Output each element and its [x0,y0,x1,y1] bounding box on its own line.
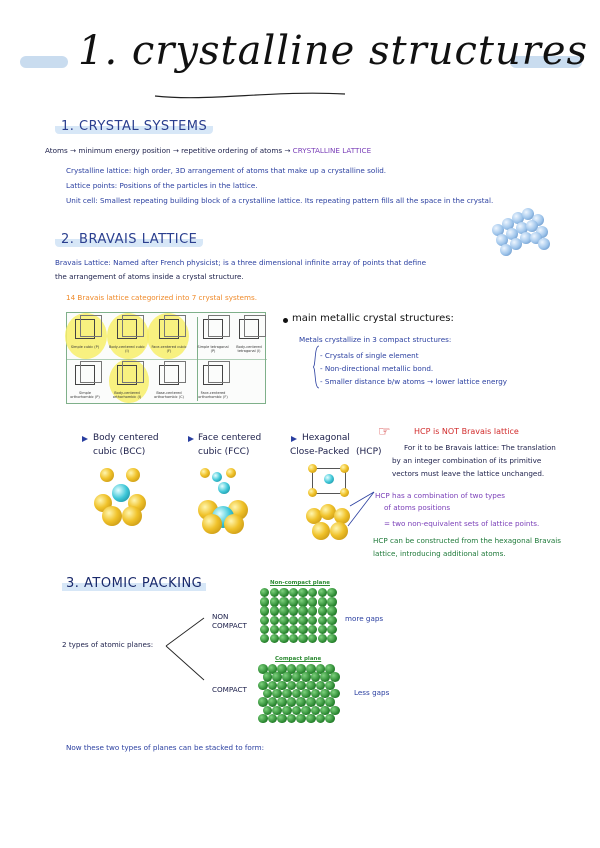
lattice-simple-tetragonal [195,313,231,359]
plane-atom [279,616,288,625]
plane-atom [270,597,279,606]
title-decoration-left [20,56,68,68]
metallic-bullet-2: - Non-directional metallic bond. [320,364,434,373]
bcc-arrow-icon [82,436,88,442]
plane-atom [296,714,306,724]
plane-atom [279,588,288,597]
bcc-structure-illustration [94,466,150,528]
plane-atom [289,625,298,634]
plane-atom [287,714,297,724]
lattice-label: Body-centered tetragonal (I) [236,345,262,353]
section-heading-bravais-lattice: 2. BRAVAIS LATTICE [55,232,203,247]
hcp-label-abbr: (HCP) [356,447,382,457]
warning-icon: ☞ [378,424,391,440]
hcp-pointer-arrows [344,488,376,532]
plane-atom [289,597,298,606]
more-gaps-note: more gaps [345,614,384,623]
plane-atom [268,714,278,724]
plane-atom [260,634,269,643]
plane-atom [318,634,327,643]
bravais-categorized-note: 14 Bravais lattice categorized into 7 crystal systems. [66,293,257,302]
plane-atom [298,634,307,643]
lattice-body-centered-orthorhombic [109,359,145,405]
lattice-label: Face-centered cubic (F) [151,345,187,353]
plane-atom [298,625,307,634]
planes-branch-lines [164,614,210,684]
non-compact-plane-illustration [260,588,338,644]
plane-atom [279,606,288,615]
metallic-bullet-3: - Smaller distance b/w atoms → lower lattice energy [320,377,508,386]
hcp-combo-1: HCP has a combination of two types [375,491,506,500]
hcp-arrow-icon [291,436,297,442]
compact-label: COMPACT [212,685,247,694]
section-heading-atomic-packing: 3. ATOMIC PACKING [62,576,206,591]
plane-atom [298,597,307,606]
compact-plane-title: Compact plane [275,656,322,662]
plane-atom [270,625,279,634]
plane-atom [327,616,336,625]
lattice-definition: Crystalline lattice: high order, 3D arrangement of atoms that make up a crystalline solid. [66,166,387,175]
plane-atom [318,606,327,615]
hcp-construct-2: lattice, introducing additional atoms. [373,549,506,558]
lattice-points-definition: Lattice points: Positions of the particles in the lattice. [66,181,258,190]
plane-atom [298,606,307,615]
closing-note: Now these two types of planes can be stacked to form: [66,743,265,752]
plane-atom [289,634,298,643]
non-compact-plane-title: Non-compact plane [270,580,330,586]
plane-atom [298,588,307,597]
plane-atom [260,588,269,597]
hcp-explain-3: vectors must leave the lattice unchanged. [392,469,545,478]
plane-atom [325,714,335,724]
less-gaps-note: Less gaps [354,688,390,697]
hcp-explain-1: For it to be Bravais lattice: The translation [404,443,556,452]
plane-atom [308,606,317,615]
crystalline-lattice-term: CRYSTALLINE LATTICE [292,146,372,155]
hcp-construct-1: HCP can be constructed from the hexagonal Bravais [373,536,562,545]
plane-atom [270,606,279,615]
hcp-label-line-1: Hexagonal [302,433,350,443]
atoms-intro [45,146,371,155]
plane-atom [270,588,279,597]
fcc-structure-illustration [198,466,254,536]
plane-atom [327,625,336,634]
fcc-label-line-1: Face centered [198,433,262,443]
plane-atom [258,714,268,724]
bravais-definition-line-1: Bravais Lattice: Named after French physicist; is a three dimensional infinite array of points that define [55,258,427,267]
metals-crystallize: Metals crystallize in 3 compact structures: [299,335,452,344]
hcp-label-line-2: Close-Packed [290,447,350,457]
lattice-label: Face-centered orthorhombic (F) [198,391,228,399]
lattice-label: Simple tetragonal (P) [197,345,229,353]
lattice-simple-orthorhombic [67,359,103,405]
plane-atom [279,625,288,634]
two-types-of-planes: 2 types of atomic planes: [62,640,154,649]
plane-atom [260,597,269,606]
main-metallic-heading: main metallic crystal structures: [292,313,454,324]
lattice-label: Simple cubic (P) [70,345,100,349]
hcp-combo-2: of atoms positions [384,503,451,512]
non-compact-label: NON COMPACT [212,612,247,630]
unit-cell-definition: Unit cell: Smallest repeating building block of a crystalline lattice. Its repeating pattern fills all the space in the crystal. [66,196,494,205]
hcp-not-bravais: HCP is NOT Bravais lattice [414,427,519,436]
metallic-bullet-1: - Crystals of single element [320,351,419,360]
lattice-simple-cubic [67,313,103,359]
plane-atom [327,606,336,615]
lattice-label: Body-centered cubic (I) [109,345,145,353]
lattice-base-centered-orthorhombic [151,359,187,405]
lattice-label: Simple orthorhombic (P) [70,391,100,399]
bullets-brace [312,345,320,389]
plane-atom [289,606,298,615]
plane-atom [327,597,336,606]
plane-atom [318,616,327,625]
plane-atom [308,597,317,606]
plane-atom [277,714,287,724]
hcp-explain-2: by an integer combination of its primitive [392,456,542,465]
compact-plane-illustration [258,664,340,724]
fcc-arrow-icon [188,436,194,442]
plane-atom [306,714,316,724]
plane-atom [318,625,327,634]
plane-atom [308,634,317,643]
bcc-label-line-2: cubic (BCC) [93,447,146,457]
plane-atom [327,588,336,597]
main-metallic-bullet [283,318,288,323]
plane-atom [260,606,269,615]
lattice-body-centered-tetragonal [231,313,267,359]
plane-atom [289,588,298,597]
hcp-combo-3: = two non-equivalent sets of lattice points. [384,519,540,528]
plane-atom [316,714,326,724]
section-heading-crystal-systems: 1. CRYSTAL SYSTEMS [55,119,213,134]
plane-atom [260,625,269,634]
lattice-label: Base-centered orthorhombic (C) [154,391,184,399]
plane-atom [308,625,317,634]
plane-atom [308,616,317,625]
lattice-label: Body-centered orthorhombic (I) [112,391,142,399]
plane-atom [279,597,288,606]
lattice-body-centered-cubic [109,313,145,359]
bravais-definition-line-2: the arrangement of atoms inside a crystal structure. [55,272,244,281]
plane-atom [308,588,317,597]
page-title: 1. crystalline structures [78,28,589,74]
bravais-lattices-figure [66,312,266,404]
lattice-face-centered-orthorhombic [195,359,231,405]
plane-atom [279,634,288,643]
plane-atom [318,588,327,597]
fcc-label-line-2: cubic (FCC) [198,447,250,457]
plane-atom [270,616,279,625]
plane-atom [289,616,298,625]
plane-atom [327,634,336,643]
atoms-intro-text: Atoms → minimum energy position → repetitive ordering of atoms → [45,146,291,155]
plane-atom [318,597,327,606]
lattice-face-centered-cubic [151,313,187,359]
crystal-atoms-illustration [492,210,552,260]
plane-atom [270,634,279,643]
plane-atom [260,616,269,625]
plane-atom [298,616,307,625]
bcc-label-line-1: Body centered [93,433,159,443]
title-underline-flourish [150,84,350,104]
